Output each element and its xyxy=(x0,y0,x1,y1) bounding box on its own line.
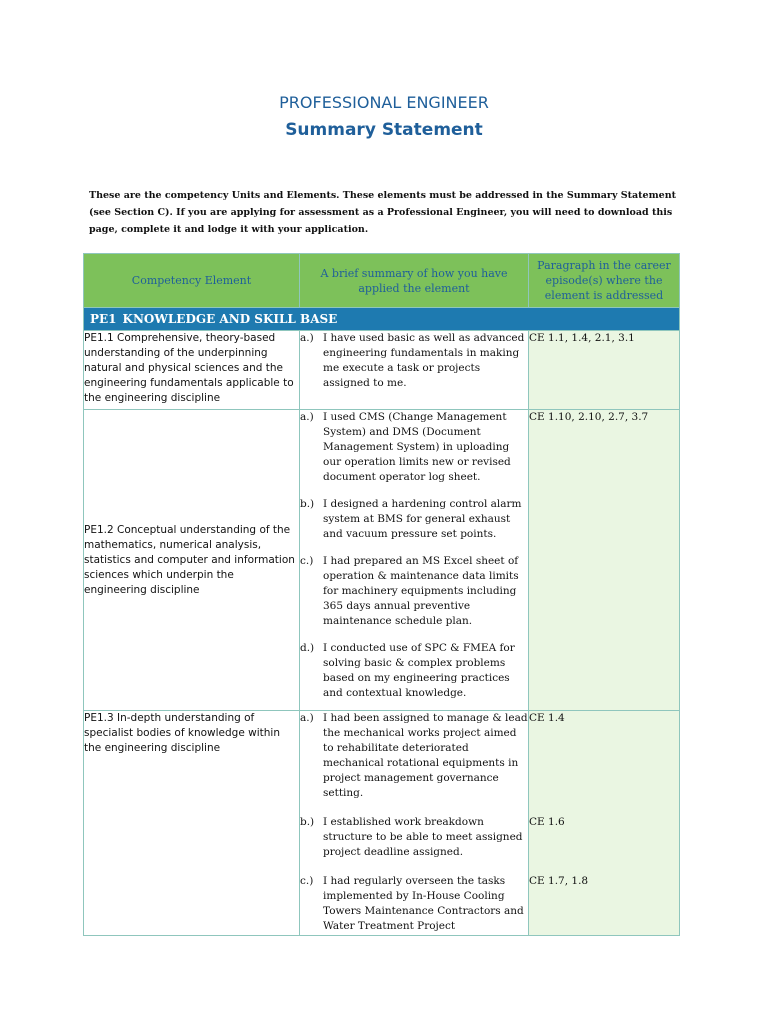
list-marker: a.) xyxy=(300,712,314,724)
list-item xyxy=(300,641,528,701)
list-item xyxy=(300,874,528,934)
list-item xyxy=(300,711,528,801)
paragraph-reference: CE 1.1, 1.4, 2.1, 3.1 xyxy=(529,332,635,344)
table-header-row xyxy=(84,254,680,308)
list-item-text: I used CMS (Change Management System) and DMS (Document Management System) in uploading our operation limits new or revised document operator log sheet. xyxy=(323,411,511,483)
competency-element-cell: PE1.1 Comprehensive, theory-based understanding of the underpinning natural and physical sciences and the engineering fundamentals applicable to the engineering discipline xyxy=(84,331,300,410)
list-marker: b.) xyxy=(300,498,315,510)
list-item-text: I have used basic as well as advanced engineering fundamentals in making me execute a task or projects assigned to me. xyxy=(323,332,525,389)
list-marker: a.) xyxy=(300,411,314,423)
list-item-text: I had prepared an MS Excel sheet of operation & maintenance data limits for machinery equipments including 365 days annual preventive maintenance schedule plan. xyxy=(323,555,519,627)
paragraph-cell xyxy=(529,410,680,711)
competency-element-cell: PE1.3 In-depth understanding of specialist bodies of knowledge within the engineering discipline xyxy=(84,711,300,936)
paragraph-reference: CE 1.6 xyxy=(529,816,565,828)
header-summary: A brief summary of how you have applied the element xyxy=(300,254,529,308)
section-code: PE1 xyxy=(90,312,117,326)
list-item-text: I had regularly overseen the tasks implemented by In-House Cooling Towers Maintenance Contractors and Water Treatment Project xyxy=(323,875,524,932)
paragraph-cell xyxy=(529,711,680,936)
document-title: PROFESSIONAL ENGINEER xyxy=(279,93,489,112)
document-subtitle: Summary Statement xyxy=(285,120,483,140)
summary-cell xyxy=(300,711,529,936)
list-item-text: I established work breakdown structure to be able to meet assigned project deadline assigned. xyxy=(323,816,523,858)
table-row-pe1-3 xyxy=(84,711,680,936)
section-header xyxy=(84,308,680,331)
list-item xyxy=(300,410,528,485)
list-marker: a.) xyxy=(300,332,314,344)
paragraph-reference: CE 1.10, 2.10, 2.7, 3.7 xyxy=(529,411,649,423)
competency-table xyxy=(83,253,680,936)
summary-cell xyxy=(300,331,529,410)
list-marker: c.) xyxy=(300,555,314,567)
list-item-text: I had been assigned to manage & lead the mechanical works project aimed to rehabilitate deteriorated mechanical rotational equipments in project management governance setting. xyxy=(323,712,528,799)
intro-text: These are the competency Units and Elements. These elements must be addressed in the Summary Statement (see Section C). If you are applying for assessment as a Professional Engineer, you will need to download this page, complete it and lodge it with your application. xyxy=(89,190,676,235)
list-item-text: I designed a hardening control alarm system at BMS for general exhaust and vacuum pressure set points. xyxy=(323,498,522,540)
paragraph-reference: CE 1.4 xyxy=(529,712,565,724)
header-paragraph: Paragraph in the career episode(s) where the element is addressed xyxy=(529,254,680,308)
list-marker: d.) xyxy=(300,642,315,654)
list-marker: b.) xyxy=(300,816,315,828)
list-item xyxy=(300,497,528,542)
section-title: KNOWLEDGE AND SKILL BASE xyxy=(122,312,338,326)
paragraph-cell xyxy=(529,331,680,410)
table-row-pe1-2 xyxy=(84,410,680,711)
list-item xyxy=(300,331,528,391)
header-competency-element: Competency Element xyxy=(84,254,300,308)
list-marker: c.) xyxy=(300,875,314,887)
competency-element-cell: PE1.2 Conceptual understanding of the mathematics, numerical analysis, statistics and computer and information sciences which underpin the engineering discipline xyxy=(84,410,300,711)
list-item xyxy=(300,815,528,860)
table-row-pe1-1 xyxy=(84,331,680,410)
section-row-pe1 xyxy=(84,308,680,331)
paragraph-reference: CE 1.7, 1.8 xyxy=(529,875,589,887)
list-item-text: I conducted use of SPC & FMEA for solving basic & complex problems based on my engineering practices and contextual knowledge. xyxy=(323,642,515,699)
summary-cell xyxy=(300,410,529,711)
list-item xyxy=(300,554,528,629)
